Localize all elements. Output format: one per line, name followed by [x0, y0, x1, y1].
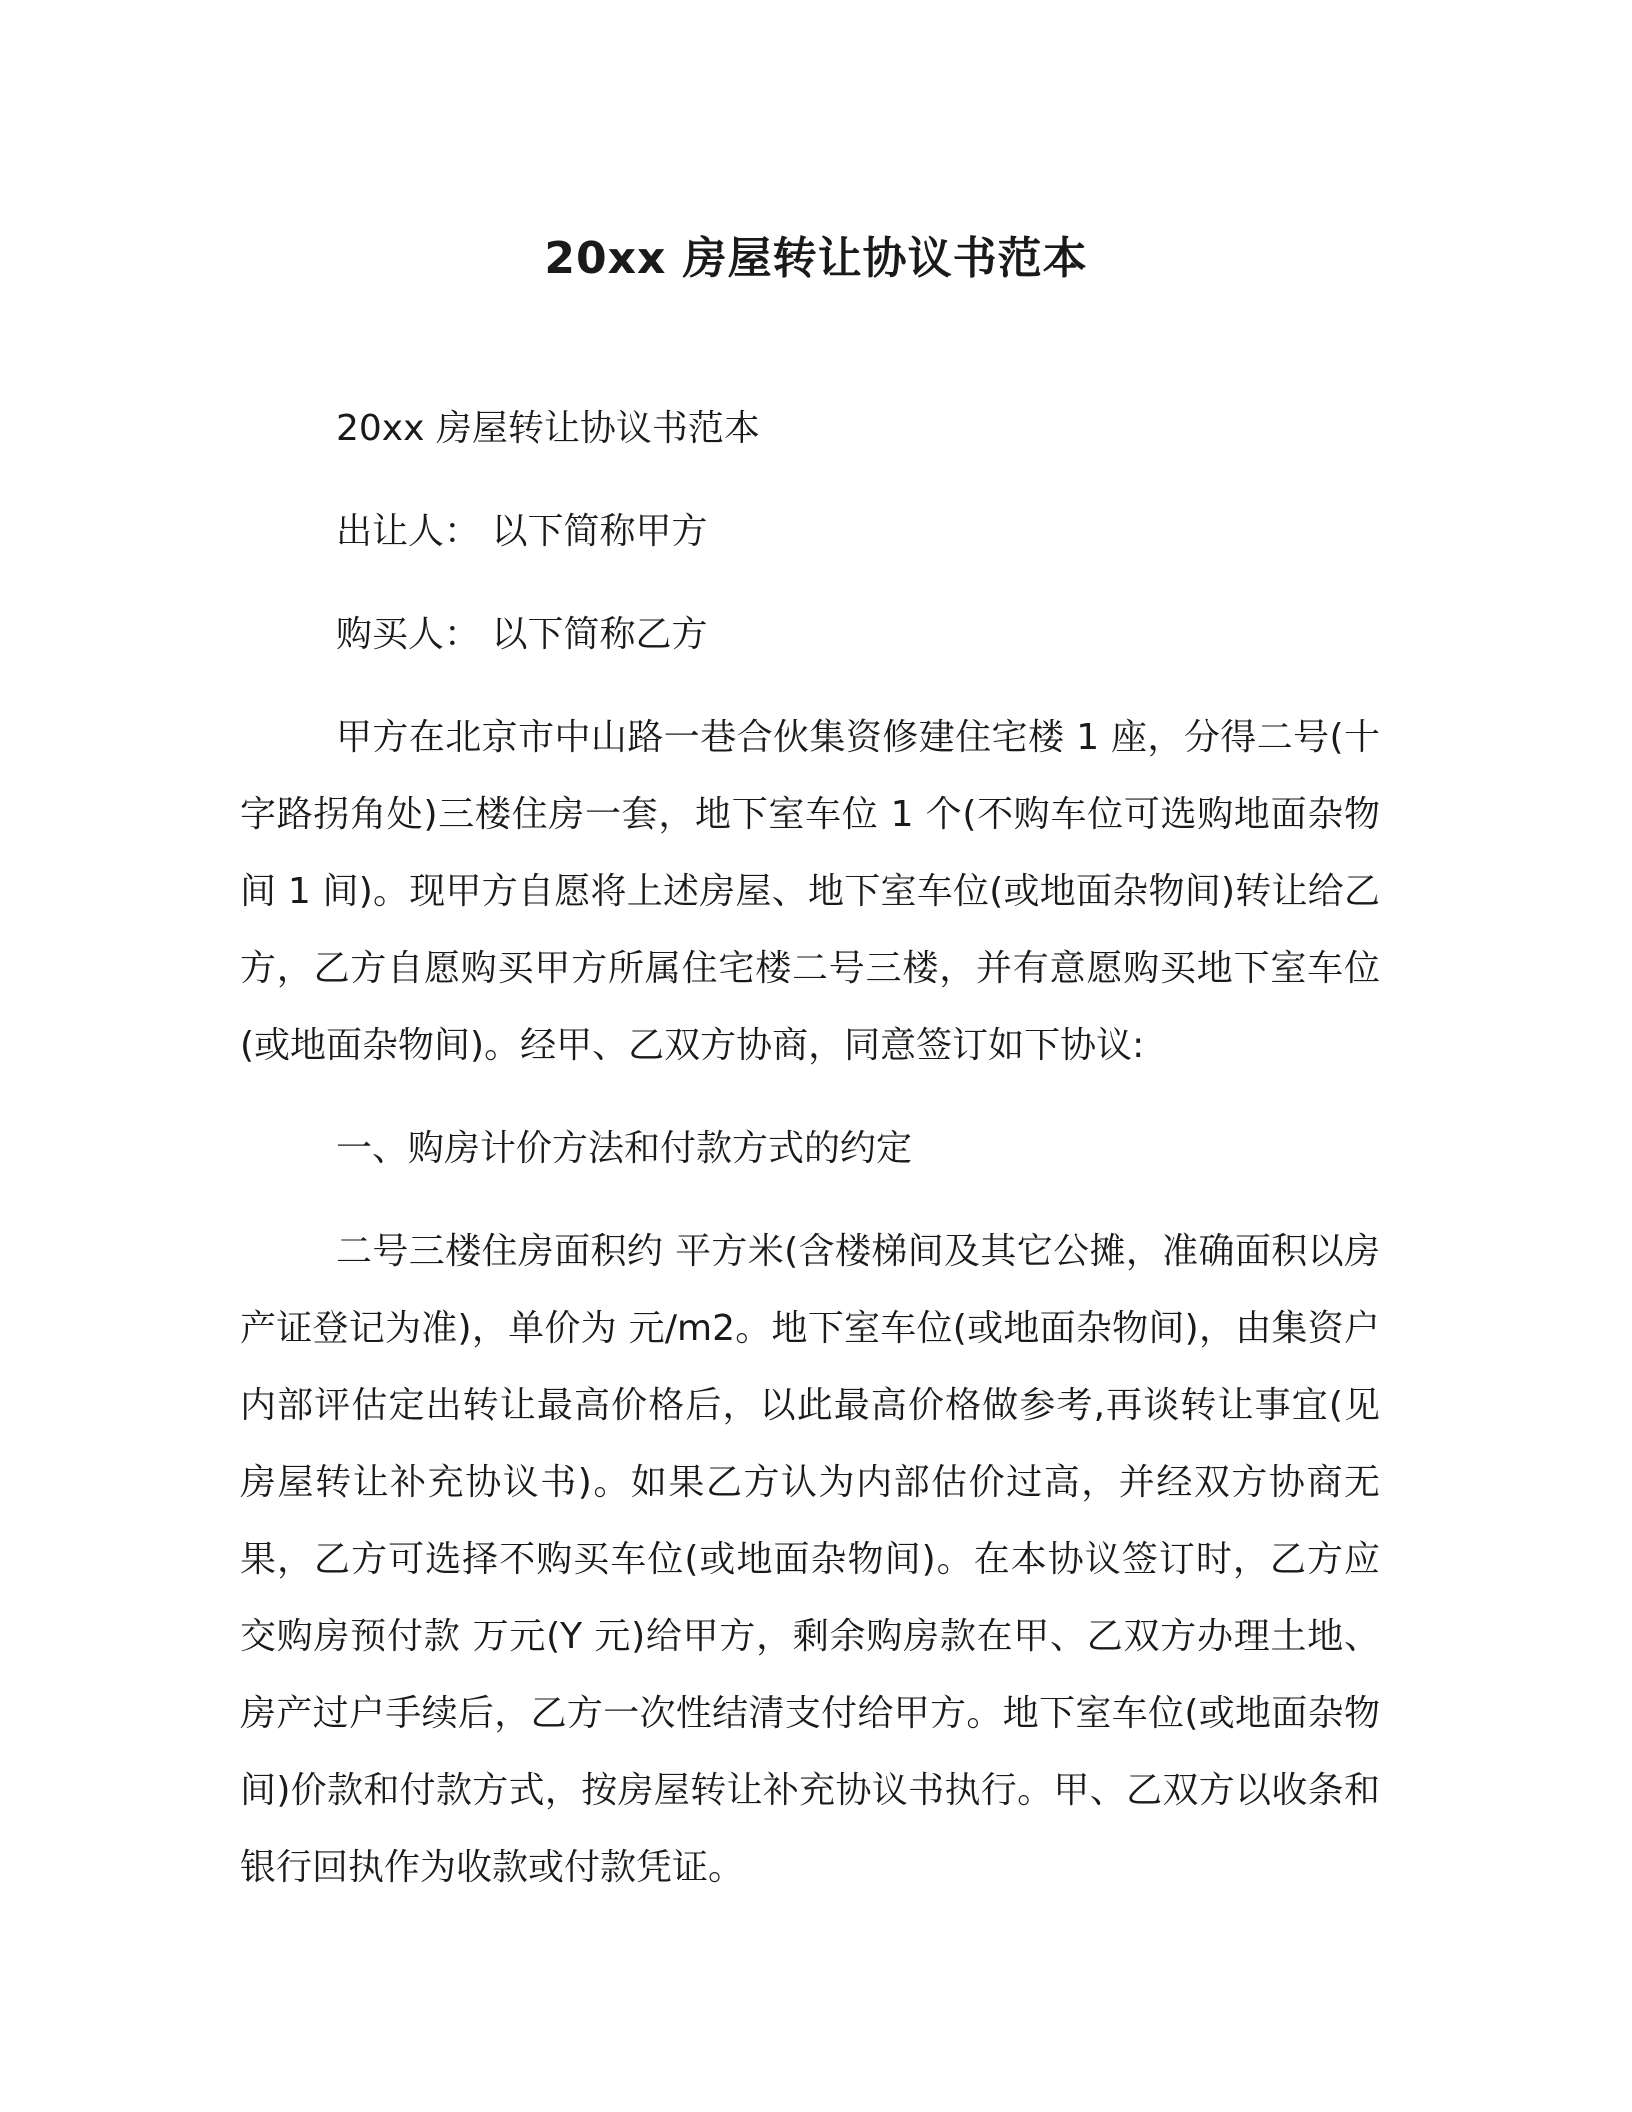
paragraph-buyer: 购买人： 以下简称乙方 [336, 614, 708, 655]
document-body [240, 390, 1380, 1932]
paragraph-seller: 出让人： 以下简称甲方 [336, 511, 708, 552]
paragraph-subtitle: 20xx 房屋转让协议书范本 [336, 408, 760, 449]
paragraph-intro: 甲方在北京市中山路一巷合伙集资修建住宅楼 1 座，分得二号(十字路拐角处)三楼住房一套，地下室车位 1 个(不购车位可选购地面杂物间 1 间)。现甲方自愿将上述房屋、地下室车位(或地面杂物间)转让给乙方，乙方自愿购买甲方所属住宅楼二号三楼，并有意愿购买地下室车位(或地面杂物间)。经甲、乙双方协商，同意签订如下协议: [240, 717, 1380, 1066]
document-title: 20xx 房屋转让协议书范本 [544, 233, 1088, 284]
section-heading-pricing: 一、购房计价方法和付款方式的约定 [336, 1128, 913, 1169]
paragraph-pricing: 二号三楼住房面积约 平方米(含楼梯间及其它公摊，准确面积以房产证登记为准)，单价为 元/m2。地下室车位(或地面杂物间)，由集资户内部评估定出转让最高价格后，以此最高价格做参考,再谈转让事宜(见房屋转让补充协议书)。如果乙方认为内部估价过高，并经双方协商无果，乙方可选择不购买车位(或地面杂物间)。在本协议签订时，乙方应交购房预付款 万元(Y 元)给甲方，剩余购房款在甲、乙双方办理土地、房产过户手续后，乙方一次性结清支付给甲方。地下室车位(或地面杂物间)价款和付款方式，按房屋转让补充协议书执行。甲、乙双方以收条和银行回执作为收款或付款凭证。 [240, 1231, 1380, 1888]
